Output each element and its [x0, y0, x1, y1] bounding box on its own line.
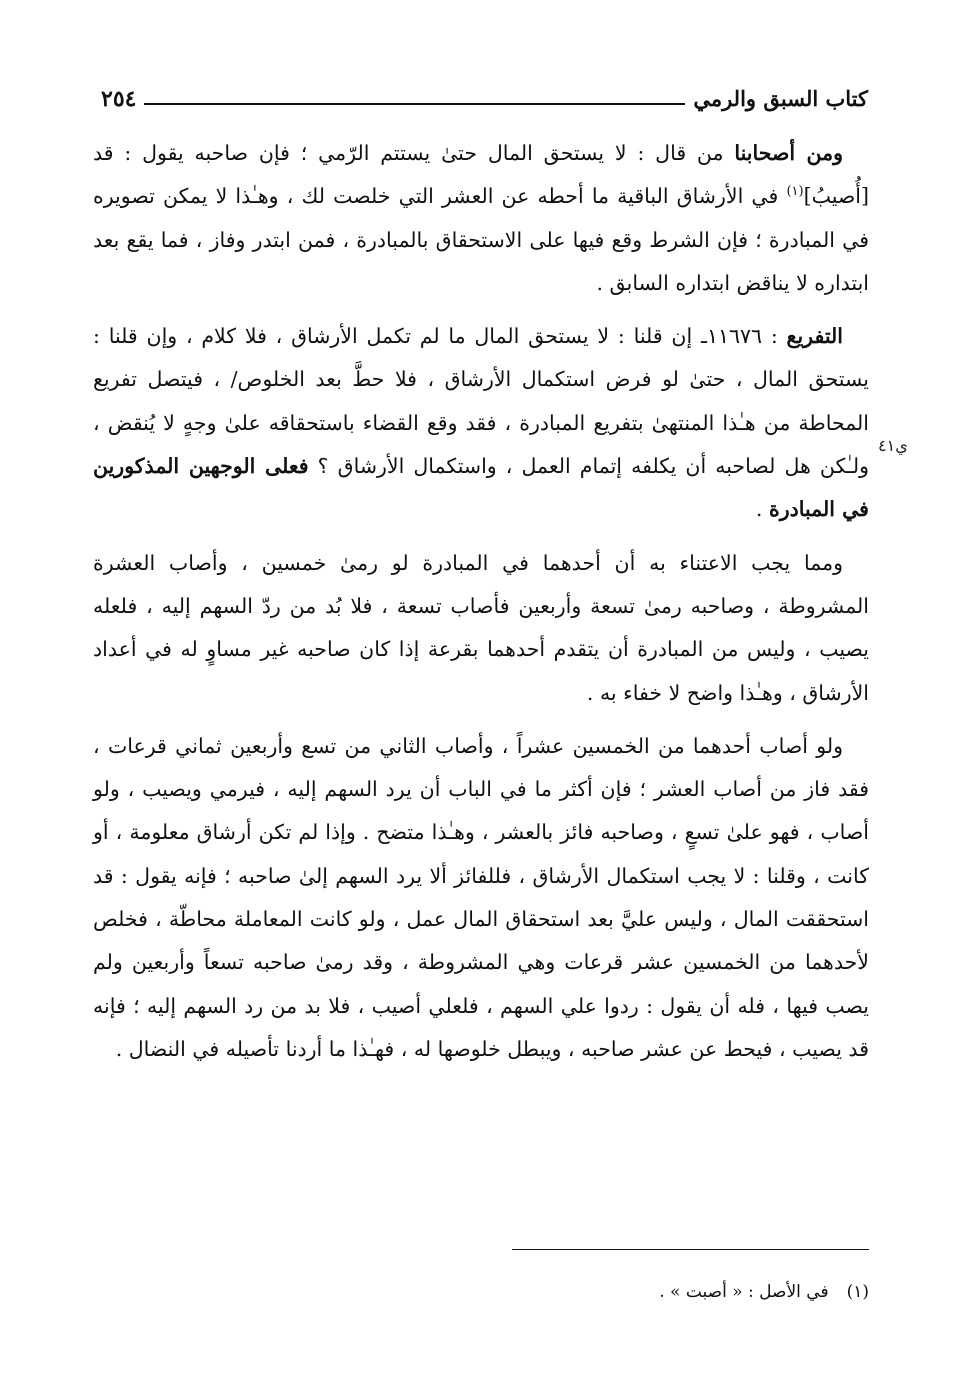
paragraph-text: في الأرشاق الباقية ما أحطه عن العشر التي خلصت لك ، وهـٰذا لا يمكن تصويره في المبادرة ؛ فإن الشرط وقع فيها على الاستحقاق بالمبادرة ، فمن ابتدر وفاز ، فما يقع بعد ابتداره لا يناقض ابتداره السابق .: [93, 184, 869, 295]
running-header: [93, 78, 868, 114]
header-rule: [144, 103, 685, 105]
paragraph-lead: ومن أصحابنا: [734, 141, 844, 165]
paragraph-text: .: [755, 497, 769, 522]
book-title: كتاب السبق والرمي: [693, 86, 868, 111]
paragraph-1: [93, 132, 869, 305]
footnote-divider: [512, 1249, 869, 1250]
paragraph-text: من قال : لا يستحق المال حتىٰ يستتم الرّمي ؛ فإن صاحبه يقول : قد [أُصيبُ]: [93, 141, 869, 209]
paragraph-3: ومما يجب الاعتناء به أن أحدهما في المبادرة لو رمىٰ خمسين ، وأصاب العشرة المشروطة ، وصاحبه رمىٰ تسعة وأربعين فأصاب تسعة ، فلا بُد من ردّ السهم إليه ، فلعله يصيب ، وليس من المبادرة أن يتقدم أحدهما بقرعة إذا كان صاحبه غير مساوٍ له في أعداد الأرشاق ، وهـٰذا واضح لا خفاء به .: [93, 550, 869, 705]
paragraph-bold-phrase: فعلى الوجهين المذكورين في المبادرة: [93, 454, 869, 522]
margin-marker: ي٤١: [878, 436, 908, 455]
page-number: ٢٥٤: [101, 86, 137, 112]
paragraph-text: : ١١٦٧٦ـ إن قلنا : لا يستحق المال ما لم تكمل الأرشاق ، فلا كلام ، وإن قلنا : يستحق المال ، حتىٰ لو فرض استكمال الأرشاق ، فلا حطَّ بعد الخلوص/ ، فيتصل تفريع المحاطة من هـٰذا المنتهىٰ بتفريع المبادرة ، فقد وقع القضاء باستحقاقه علىٰ وجهٍ لا يُنقض ، ولـٰكن هل لصاحبه أن يكلفه إتمام العمل ، واستكمال الأرشاق ؟: [93, 324, 869, 479]
paragraph-2: [93, 315, 869, 531]
body-text: [93, 132, 869, 1071]
paragraph-lead: التفريع: [786, 324, 843, 349]
paragraph-4: ولو أصاب أحدهما من الخمسين عشراً ، وأصاب الثاني من تسع وأربعين ثماني قرعات ، فقد فاز من أصاب العشر ؛ فإن أكثر ما في الباب أن يرد السهم إليه ، فيرمي ويصيب ، ولو أصاب ، فهو علىٰ تسعٍ ، وصاحبه فائز بالعشر ، وهـٰذا متضح . وإذا لم تكن أرشاق معلومة ، أو كانت ، وقلنا : لا يجب استكمال الأرشاق ، فللفائز ألا يرد السهم إلىٰ صاحبه ؛ فإنه يقول : قد استحققت المال ، وليس عليَّ بعد استحقاق المال عمل ، ولو كانت المعاملة محاطّة ، فخلص لأحدهما من الخمسين عشر قرعات وهي المشروطة ، وقد رمىٰ صاحبه تسعاً وأربعين ولم يصب فيها ، فله أن يقول : ردوا علي السهم ، فلعلي أصيب ، فلا بد من رد السهم إليه ؛ فإنه قد يصيب ، فيحط عن عشر صاحبه ، ويبطل خلوصها له ، فهـٰذا ما أردنا تأصيله في النضال .: [93, 733, 869, 1061]
footnote-text: في الأصل : « أصبت » .: [659, 1282, 829, 1302]
footnote-reference: (١): [786, 184, 804, 200]
footnote-number: (١): [846, 1282, 869, 1302]
footnote: [93, 1278, 869, 1306]
